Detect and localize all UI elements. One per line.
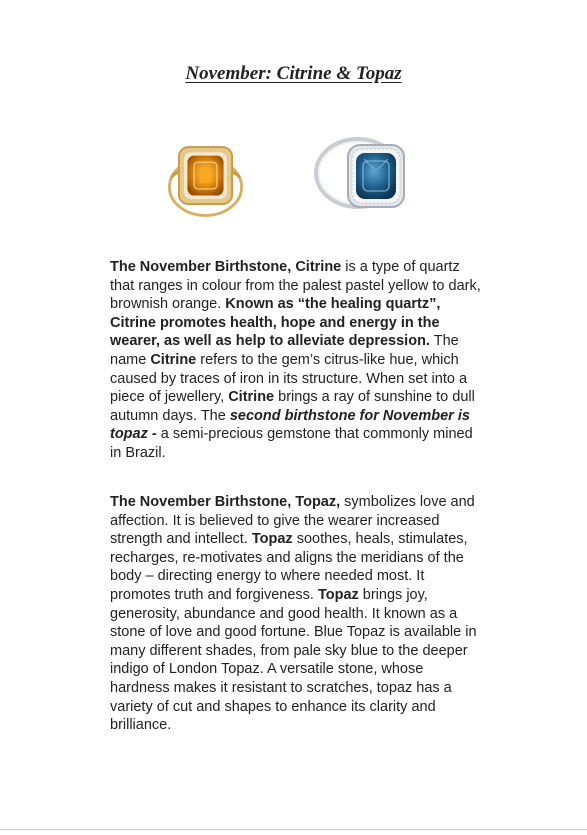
topaz-ring-icon	[312, 129, 412, 229]
citrine-lead-heading: The November Birthstone,	[110, 259, 292, 275]
citrine-ring-icon	[158, 130, 253, 225]
topaz-lead-heading: The November Birthstone, Topaz,	[110, 494, 341, 510]
citrine-keyword: Citrine	[150, 351, 197, 368]
ring-images	[150, 125, 440, 245]
topaz-keyword: Topaz	[317, 586, 359, 603]
text-span: The name	[110, 333, 459, 368]
page-title	[0, 63, 587, 85]
healing-quartz-bold-text: Known as “the healing quartz”, Citrine promotes health, hope and energy in the wearer, as well as help to alleviate depression.	[110, 296, 441, 350]
topaz-keyword: Topaz	[251, 531, 293, 548]
citrine-paragraph	[110, 258, 482, 463]
text-span: brings joy, generosity, abundance and good health. It known as a stone of love and good fortune. Blue Topaz is available in many different shades, from pale sky blue to the deeper indigo of London Topaz. A versatile stone, whose hardness makes it resistant to scratches, topaz has a variety of cut and shapes to enhance its clarity and brilliance.	[110, 586, 477, 734]
second-birthstone-emphasis: second birthstone for November is topaz -	[110, 407, 470, 443]
text-span: a semi-precious gemstone that commonly mined in Brazil.	[110, 426, 473, 461]
text-span: symbolizes love and affection. It is believed to give the wearer increased strength and intellect.	[110, 494, 475, 548]
text-span: is a type of quartz that ranges in colour from the palest pastel yellow to dark, brownish orange.	[110, 259, 481, 313]
text-span: brings a ray of sunshine to dull autumn days. The	[110, 389, 475, 424]
text-span: refers to the gem’s citrus-like hue, which caused by traces of iron in its structure. When set into a piece of jewellery,	[110, 351, 468, 406]
citrine-keyword: Citrine	[295, 259, 342, 275]
page-title-text: November: Citrine & Topaz	[185, 63, 402, 84]
citrine-keyword: Citrine	[228, 389, 275, 406]
topaz-paragraph	[110, 493, 482, 735]
page-bottom-divider	[0, 829, 587, 830]
text-span: soothes, heals, stimulates, recharges, re-motivates and aligns the meridians of the body – directing energy to where needed most. It promotes truth and forgiveness.	[110, 531, 468, 603]
